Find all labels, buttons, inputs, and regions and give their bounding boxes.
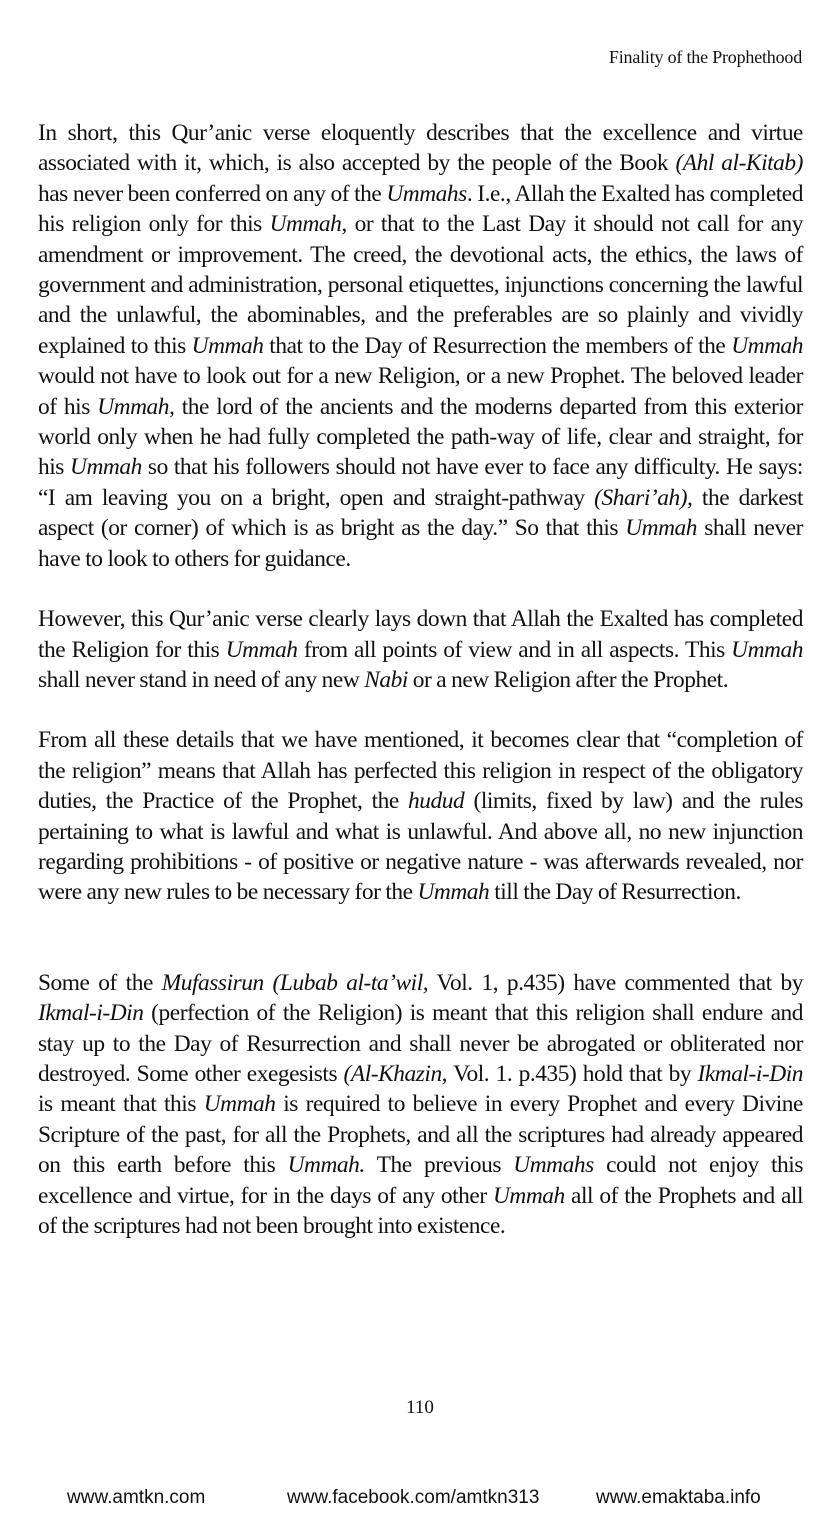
text-run: The previous	[364, 1152, 514, 1179]
text-run: or that to the Last Day it should not call for any amendment or improvement. The creed, the devotional acts, the ethics, the laws of government and administration, personal etiquettes, injunctions concerning the lawful and the unlawful, the abominables, and the preferables are so plainly and vividly explained to this	[38, 211, 803, 359]
italic-term: (Ahl al-Kitab)	[675, 150, 803, 177]
italic-term: (Al-Khazin,	[343, 1060, 448, 1087]
italic-term: Ikmal-i-Din	[38, 1000, 144, 1027]
italic-term: Ummah	[731, 332, 804, 359]
footer-link-website[interactable]: www.amtkn.com	[67, 1487, 206, 1508]
text-run: the lord of the ancients and the moderns departed from this exterior world only when he had fully completed the path-way of life, clear and straight, for his	[38, 393, 803, 481]
paragraph	[38, 725, 803, 907]
italic-term: Ummah	[70, 454, 142, 481]
italic-term: (Shari’ah),	[594, 484, 693, 511]
text-run: from all points of view and in all aspects. This	[297, 636, 732, 663]
footer-link-emaktaba[interactable]: www.emaktaba.info	[596, 1487, 761, 1508]
paragraph	[38, 604, 803, 695]
italic-term: Ummah	[191, 332, 264, 359]
text-run: that to the Day of Resurrection the members of the	[263, 332, 732, 359]
text-run: (limits, fixed by law) and the rules pertaining to what is lawful and what is unlawful. And above all, no new injunction regarding prohibitions - of positive or negative nature - was afterwards revealed, nor were any new rules to be necessary for the	[38, 788, 803, 906]
italic-term: Ikmal-i-Din	[697, 1060, 803, 1087]
italic-term: Ummah.	[287, 1152, 365, 1179]
footer-link-facebook[interactable]: www.facebook.com/amtkn313	[287, 1487, 540, 1508]
text-run: Vol. 1. p.435) hold that by	[447, 1060, 698, 1087]
text-run: (perfection of the Religion) is meant that this religion shall endure and stay up to the Day of Resurrection and shall never be abrogated or obliterated nor destroyed. Some other exegesists	[38, 1000, 803, 1087]
text-run: so that his followers should not have ever to face any difficulty. He says: “I am leaving you on a bright, open and straight-pathway	[38, 454, 803, 511]
text-run: has never been conferred on any of the	[38, 180, 387, 207]
text-run: In short, this Qur’anic verse eloquently describes that the excellence and virtue associated with it, which, is also accepted by the people of the Book	[38, 120, 803, 177]
text-run: all of the Prophets and all of the scriptures had not been brought into existence.	[38, 1182, 803, 1239]
text-run: till the Day of Resurrection.	[489, 879, 741, 906]
italic-term: Ummah	[731, 636, 803, 663]
text-run: is meant that this	[38, 1091, 204, 1118]
text-run: From all these details that we have mentioned, it becomes clear that “completion of the religion” means that Allah has perfected this religion in respect of the obligatory duties, the Practice of the Prophet, the	[38, 727, 803, 815]
body-text	[38, 118, 803, 1241]
text-run: . I.e., Allah the Exalted has completed his religion only for this	[38, 180, 803, 238]
text-run: However, this Qur’anic verse clearly lays down that Allah the Exalted has completed the Religion for this	[38, 606, 803, 663]
italic-term: hudud	[408, 788, 465, 815]
text-run: could not enjoy this excellence and virtue, for in the days of any other	[38, 1152, 804, 1209]
page-number: 110	[406, 1397, 434, 1418]
italic-term: Mufassirun (Lubab al-ta’wil,	[161, 969, 429, 996]
italic-term: Ummah	[625, 515, 698, 542]
running-title: Finality of the Prophethood	[608, 47, 802, 67]
text-run: would not have to look out for a new Religion, or a new Prophet. The beloved leader of his	[38, 363, 803, 420]
text-run: shall never stand in need of any new	[38, 666, 365, 693]
paragraph	[38, 968, 803, 1242]
italic-term: Ummahs	[513, 1152, 594, 1179]
text-run: Vol. 1, p.435) have commented that by	[428, 969, 803, 996]
italic-term: Ummah	[203, 1091, 276, 1118]
italic-term: Ummah	[417, 879, 490, 906]
italic-term: Ummah,	[269, 211, 347, 238]
italic-term: Ummah	[492, 1182, 565, 1209]
text-run: or a new Religion after the Prophet.	[407, 666, 729, 693]
italic-term: Ummahs	[386, 180, 467, 207]
italic-term: Ummah,	[97, 393, 175, 420]
text-run: Some of the	[38, 969, 162, 996]
italic-term: Ummah	[225, 636, 298, 663]
text-run: shall never have to look to others for guidance.	[38, 515, 803, 572]
paragraph	[38, 118, 803, 574]
text-run: is required to believe in every Prophet and every Divine Scripture of the past, for all the Prophets, and all the scriptures had already appeared on this earth before this	[38, 1091, 803, 1179]
text-run: the darkest aspect (or corner) of which is as bright as the day.” So that this	[38, 484, 804, 542]
footer	[0, 1487, 840, 1517]
italic-term: Nabi	[364, 666, 408, 693]
